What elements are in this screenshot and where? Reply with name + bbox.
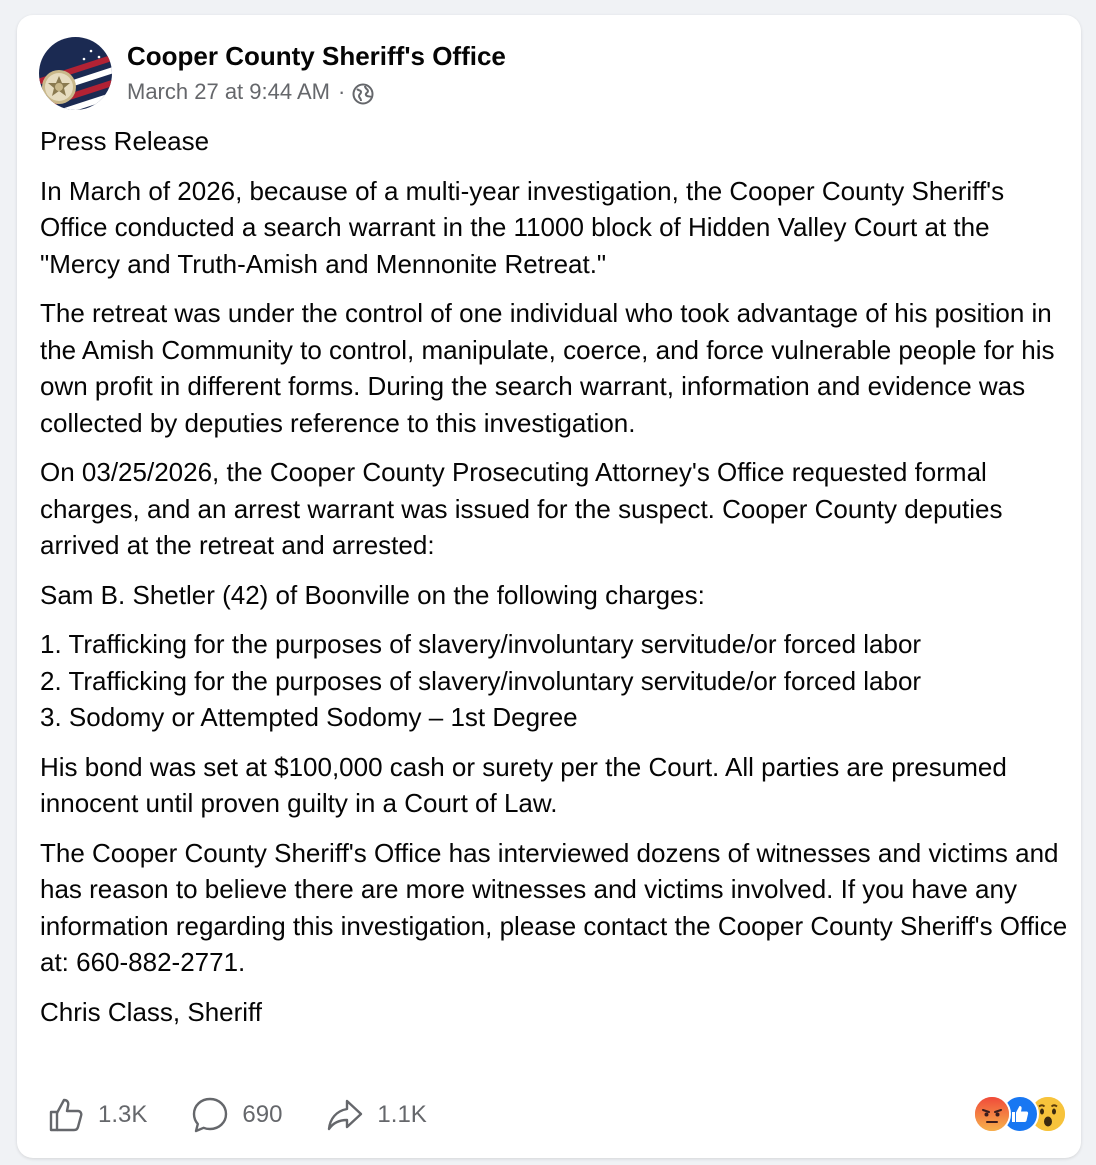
share-arrow-icon (326, 1096, 364, 1134)
header-text (127, 39, 506, 109)
paragraph-intro: In March of 2026, because of a multi-year investigation, the Cooper County Sheriff's Office conducted a search warrant in the 11000 block of Hidden Valley Court at the "Mercy and Truth-Amish and Mennonite Retreat." (40, 175, 1005, 279)
comment-button[interactable] (191, 1096, 282, 1134)
post-header (39, 37, 506, 110)
sheriff-badge-flag-icon (39, 37, 112, 110)
post-meta (127, 75, 506, 109)
page-avatar[interactable] (39, 37, 112, 110)
post-card (17, 15, 1081, 1158)
charge-item: 2. Trafficking for the purposes of slavery/involuntary servitude/or forced labor (40, 665, 922, 696)
angry-reaction-icon (973, 1095, 1011, 1133)
paragraph-signature: Chris Class, Sheriff (40, 996, 263, 1027)
paragraph-retreat: The retreat was under the control of one individual who took advantage of his position in the Amish Community to control, manipulate, coerce, and force vulnerable people for his own profit in different forms. During the search warrant, information and evidence was collected by deputies reference to this investigation. (40, 298, 1055, 438)
thumbs-up-icon (47, 1096, 85, 1134)
charge-item: 3. Sodomy or Attempted Sodomy – 1st Degree (40, 702, 578, 732)
share-button[interactable] (326, 1096, 426, 1134)
paragraph-bond: His bond was set at $100,000 cash or surety per the Court. All parties are presumed innocent until proven guilty in a Court of Law. (40, 751, 1007, 818)
post-actions (47, 1093, 1067, 1137)
meta-separator: · (338, 78, 346, 104)
share-count: 1.1K (377, 1101, 427, 1128)
reaction-icons[interactable] (973, 1095, 1067, 1133)
like-count: 1.3K (98, 1101, 148, 1128)
comment-bubble-icon (191, 1096, 229, 1134)
like-button[interactable] (47, 1096, 147, 1134)
paragraph-charges-request: On 03/25/2026, the Cooper County Prosecuting Attorney's Office requested formal charges, and an arrest warrant was issued for the suspect. Cooper County deputies arrived at the retreat and arrested: (40, 457, 1003, 560)
post-timestamp[interactable]: March 27 at 9:44 AM (127, 78, 330, 104)
paragraph-suspect: Sam B. Shetler (42) of Boonville on the following charges: (40, 579, 705, 610)
comment-count: 690 (242, 1101, 283, 1128)
charge-item: 1. Trafficking for the purposes of slavery/involuntary servitude/or forced labor (40, 629, 922, 659)
paragraph-press-release: Press Release (40, 126, 210, 156)
post-body (40, 123, 1070, 1043)
charges-list (40, 626, 1070, 736)
globe-icon[interactable] (352, 81, 374, 103)
page-name[interactable]: Cooper County Sheriff's Office (127, 40, 506, 71)
paragraph-contact: The Cooper County Sheriff's Office has interviewed dozens of witnesses and victims and has reason to believe there are more witnesses and victims involved. If you have any information regarding this investigation, please contact the Cooper County Sheriff's Office at: 660-882-2771. (40, 837, 1068, 977)
